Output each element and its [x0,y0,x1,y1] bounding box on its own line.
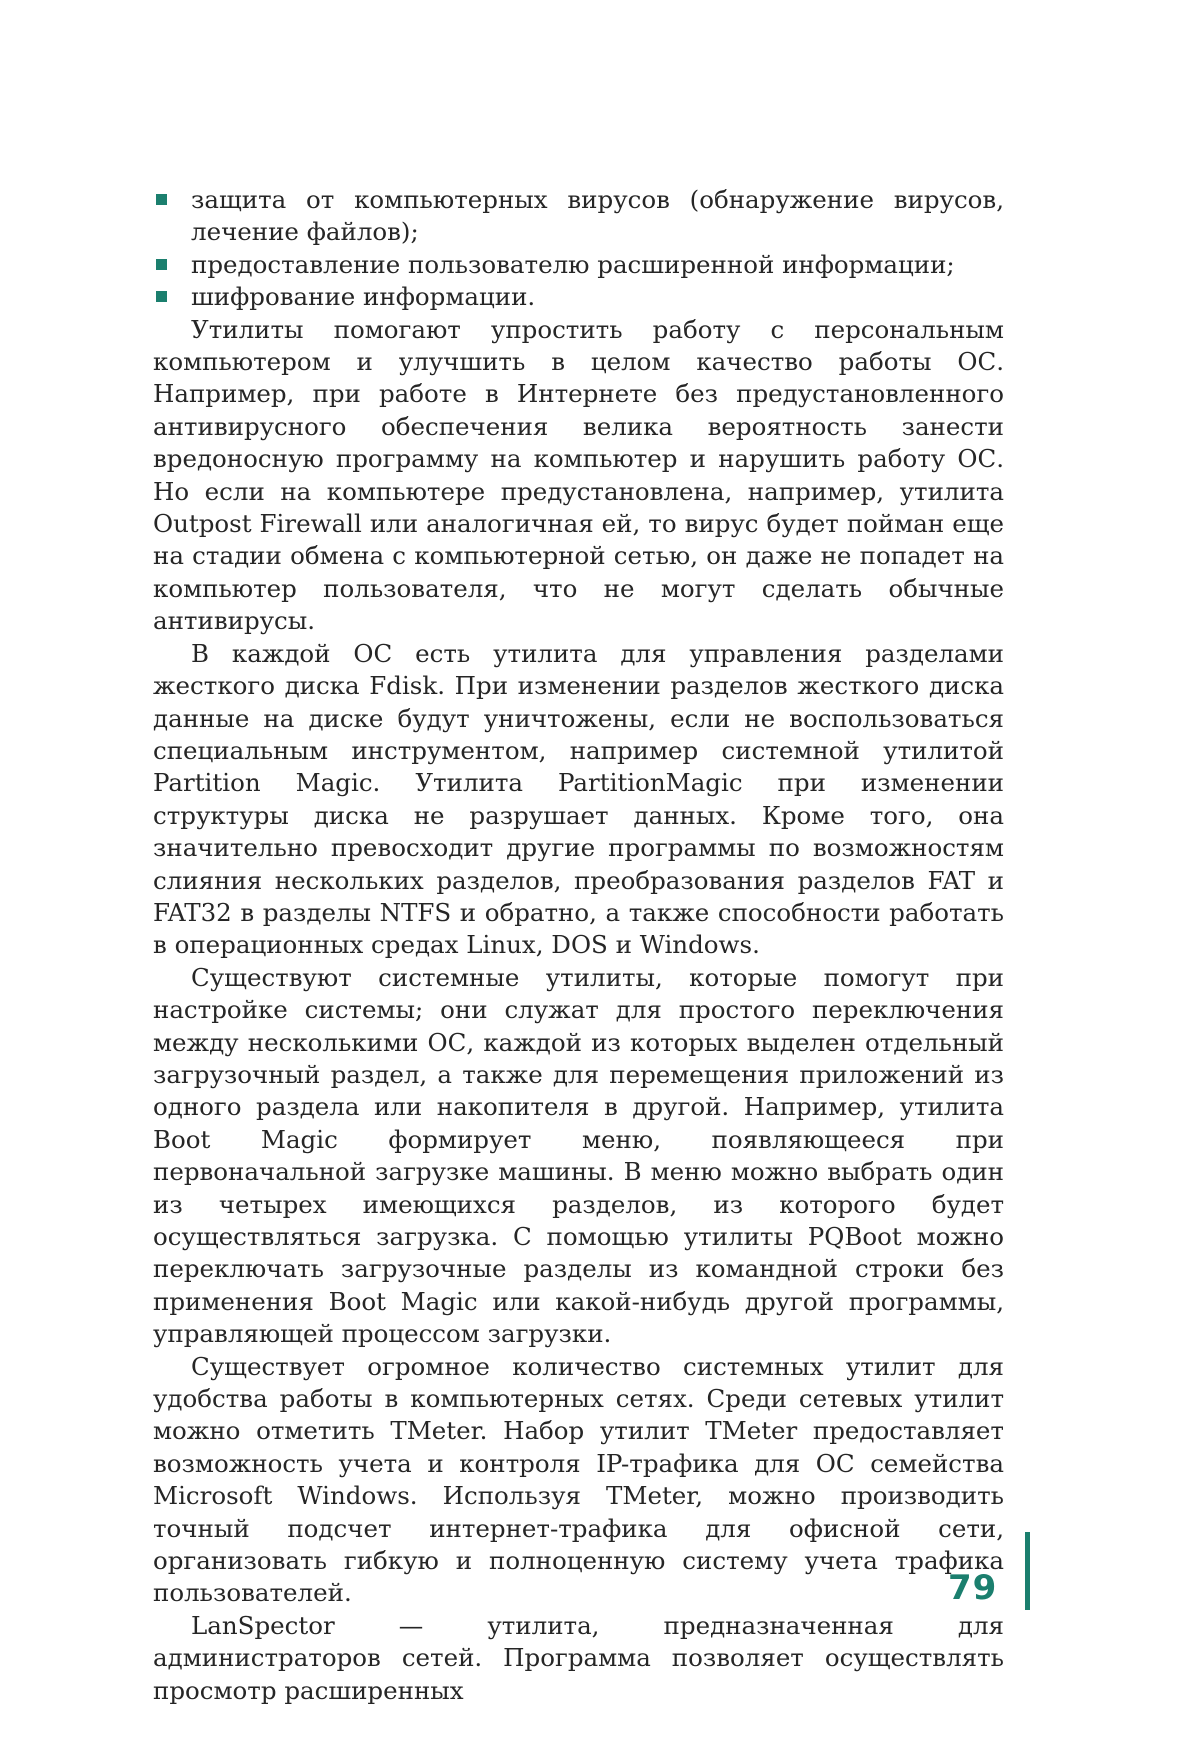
paragraph-network-utilities: Существует огромное количество системных утилит для удобства работы в компьютерных сетях. Среди сетевых утилит можно отметить TMeter. Набор утилит TMeter предоставляет возможность учета и контроля IP-трафика для ОС семейства Microsoft Windows. Используя TMeter, можно производить точный подсчет интернет-трафика для офисной сети, организовать гибкую и полноценную систему учета трафика пользователей. [153,1351,1004,1608]
paragraph-boot-utilities: Существуют системные утилиты, которые помогут при настройке системы; они служат для простого переключения между несколькими ОС, каждой из которых выделен отдельный загрузочный раздел, а также для перемещения приложений из одного раздела или накопителя в другой. Например, утилита Boot Magic формирует меню, появляющееся при первоначальной загрузке машины. В меню можно выбрать один из четырех имеющихся разделов, из которого будет осуществляться загрузка. С помощью утилиты PQBoot можно переключать загрузочные разделы из командной строки без применения Boot Magic или какой-нибудь другой программы, управляющей процессом загрузки. [153,962,1004,1349]
list-item [153,281,1004,313]
page-number: 79 [948,1568,998,1608]
bullet-list [153,184,1004,314]
page-body [153,184,1004,1707]
paragraph-disk-partitioning: В каждой ОС есть утилита для управления разделами жесткого диска Fdisk. При изменении разделов жесткого диска данные на диске будут уничтожены, если не воспользоваться специальным инструментом, например системной утилитой Partition Magic. Утилита PartitionMagic при изменении структуры диска не разрушает данных. Кроме того, она значительно превосходит другие программы по возможностям слияния нескольких разделов, преобразования разделов FAT и FAT32 в разделы NTFS и обратно, а также способности работать в операционных средах Linux, DOS и Windows. [153,638,1004,960]
square-bullet-icon [156,259,167,270]
page-number-rule [1025,1532,1030,1610]
list-item [153,249,1004,281]
square-bullet-icon [156,291,167,302]
paragraph-lanspector: LanSpector — утилита, предназначенная для администраторов сетей. Программа позволяет осуществлять просмотр расширенных [153,1610,1004,1705]
square-bullet-icon [156,194,167,205]
list-item-text: защита от компьютерных вирусов (обнаружение вирусов, лечение файлов); [191,185,1004,247]
list-item [153,184,1004,249]
list-item-text: предоставление пользователю расширенной информации; [191,249,955,279]
paragraph-utilities-intro: Утилиты помогают упростить работу с персональным компьютером и улучшить в целом качество работы ОС. Например, при работе в Интернете без предустановленного антивирусного обеспечения велика вероятность занести вредоносную программу на компьютер и нарушить работу ОС. Но если на компьютере предустановлена, например, утилита Outpost Firewall или аналогичная ей, то вирус будет пойман еще на стадии обмена с компьютерной сетью, он даже не попадет на компьютер пользователя, что не могут сделать обычные антивирусы. [153,314,1004,636]
list-item-text: шифрование информации. [191,282,536,312]
